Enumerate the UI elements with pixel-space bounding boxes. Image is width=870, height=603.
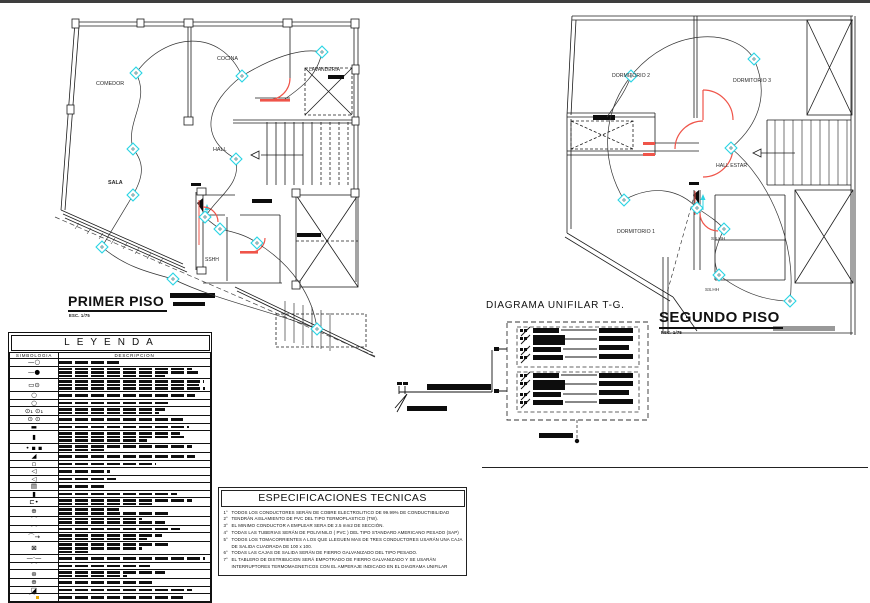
legend-description [59,533,211,542]
spec-number: 2° [223,516,228,522]
legend-description-bar [59,368,192,371]
legend-description [59,498,211,507]
legend-row [10,579,211,587]
legend-symbol: ▤ [10,483,59,491]
spec-line [224,550,463,557]
legend-symbol: ⌒ [10,562,59,570]
specifications-title: ESPECIFICACIONES TECNICAS [221,490,465,507]
legend-description-bar [59,455,195,458]
legend-symbol: ⊏• [10,498,59,507]
room-label-lavanderia: LAVANDERIA [309,67,340,73]
spec-number: 1° [223,509,228,515]
legend-symbol: ⊕ [10,579,59,587]
legend-description [59,399,211,407]
legend-description-bar [59,436,186,439]
legend-description-bar [59,470,110,473]
legend-row [10,468,211,476]
legend-row [10,570,211,579]
ceiling-lamp-symbol [748,53,760,65]
legend-description [59,490,211,498]
legend-description-bar [59,426,189,429]
sheet-top-border [0,0,870,3]
legend-description-bar [59,534,162,537]
legend-symbol-accent [36,596,39,599]
legend-description-bar [59,508,119,511]
legend-symbol: ⌒ [10,516,59,525]
second-floor-scale: ESC. 1/75 [661,330,682,335]
legend-symbol: ⊠ [10,542,59,555]
legend-description-bar [59,449,104,452]
legend-symbol: ◁ [10,468,59,476]
legend-row [10,594,211,602]
legend-symbol: ⊙₁ ⊙₁ [10,407,59,416]
legend-description-bar [59,387,205,390]
legend-description-bar [59,581,153,584]
legend-symbol: ▬ [10,423,59,431]
legend-row [10,423,211,431]
legend-description-bar [59,439,147,442]
legend-description [59,594,211,602]
legend-symbol: ◁ [10,475,59,483]
legend-description [59,460,211,468]
ceiling-lamp-symbol [96,241,108,253]
legend-description-bar [59,528,180,531]
spec-number: 3° [223,523,228,529]
room-label-hall-estar: HALL ESTAR [716,163,748,169]
legend-col-descripcion: DESCRIPCION [59,353,211,359]
legend-description-bar [59,485,104,488]
specifications-list [221,507,465,574]
unifilar-feeder-labels [397,347,499,411]
legend-symbol: ○ [10,399,59,407]
second-floor-doors [643,90,733,231]
legend-title: LEYENDA [11,335,210,351]
second-floor-title: SEGUNDO PISO [659,310,783,329]
legend-description-bar [59,394,195,397]
legend-description-bar [59,478,116,481]
legend-description [59,483,211,491]
legend-description [59,392,211,400]
legend-row [10,542,211,555]
legend-description-bar [59,521,165,524]
room-label-sala: SALA [108,180,123,186]
ceiling-lamp-symbol [127,189,139,201]
room-label-sshh-1: SS.HH [711,236,726,241]
legend-description-bar [59,408,165,411]
legend-row [10,498,211,507]
legend-description [59,525,211,533]
ceiling-lamp-symbol [784,295,796,307]
legend-row [10,533,211,542]
legend-row [10,460,211,468]
legend-description-bar [59,518,142,521]
spec-text: TENDRÁN AISLAMIENTO DE PVC DEL TIPO TERMOPLASTICO (TW). [231,516,379,522]
legend-description [59,555,211,563]
legend-row [10,431,211,444]
legend-description [59,444,211,453]
legend-row [10,586,211,594]
ceiling-lamp-symbol [127,143,139,155]
unifilar-feeder [395,349,507,412]
ceiling-lamp-symbol [236,70,248,82]
room-label-cocina: COCINA [217,56,238,62]
legend-description-bar [59,571,165,574]
legend-symbol: ▮ [10,490,59,498]
legend-description-bar [59,543,168,546]
room-label-dormitorio1: DORMITORIO 1 [617,229,655,235]
legend-row [10,453,211,461]
legend-symbol: —○ [10,359,59,367]
legend-description-bar [59,463,156,466]
legend-symbol: ⊙ ⊙ [10,416,59,424]
legend-col-simbologia: SIMBOLOGIA [10,353,59,359]
legend-row [10,516,211,525]
legend-symbol: ⌒→ [10,533,59,542]
legend-description [59,416,211,424]
legend-description-bar [59,418,183,421]
legend-description-bar [59,575,127,578]
spec-text: TODOS LOS CONDUCTORES SERÁN DE COBRE ELECTROLITICO DE 99.99% DE CONDUCTIBILIDAD [231,509,450,515]
first-floor-title: PRIMER PISO [68,294,167,312]
legend-description [59,453,211,461]
legend-description-bar [59,547,142,550]
legend-description-bar [59,565,150,568]
legend-symbol: ⌒ [10,594,59,602]
legend-description-bar [59,512,168,515]
legend-symbol: ◪ [10,586,59,594]
legend-description-bar [59,557,205,560]
spec-line [224,537,463,551]
unifilar-ground [539,420,579,443]
room-label-comedor: COMEDOR [96,81,125,87]
legend-symbol: ◢ [10,453,59,461]
spec-number: 7° [223,557,228,563]
spec-text: EL MINIMO CONDUCTOR A EMPLEAR SERA DE 2.5 mm2 DE SECCIÓN. [231,523,384,529]
legend-description-bar [59,589,192,592]
legend-description-bar [59,445,192,448]
legend-description [59,407,211,416]
legend-description-bar [59,375,165,378]
legend-description-bar [59,432,180,435]
legend-row [10,475,211,483]
legend-symbol: • ▪ ▪ [10,444,59,453]
first-floor-shafts [276,68,366,347]
legend-symbol: ⊛ [10,570,59,579]
legend-description-bar [59,371,198,374]
spec-number: 4° [223,529,228,535]
first-floor-scale: ESC. 1/75 [69,313,90,318]
legend-description-bar [59,551,89,554]
room-label-dormitorio3: DORMITORIO 3 [733,78,771,84]
legend-description-bar [59,380,204,383]
legend-description-bar [59,384,199,387]
legend-description-bar [59,538,147,541]
unifilar-breaker-rows [520,327,633,408]
legend-row [10,444,211,453]
legend-description [59,423,211,431]
room-label-sshh: SSHH [205,257,219,263]
legend-symbol: ▫ [10,460,59,468]
legend-table [8,332,212,603]
legend-symbol: ⊕ [10,507,59,516]
legend-row [10,562,211,570]
legend-symbol: ▭⊙ [10,379,59,392]
ceiling-lamp-symbol [316,46,328,58]
legend-row [10,359,211,367]
spec-text: EL TABLERO DE DISTRIBUCION SERÁ EMPOTRADO DE FIERRO GALVANIZADO Y SE USARÁN INTERRUPTORES TERMOMAGNETICOS CON EL AMPERAJE INDICADO EN EL DIAGRAMA UNIFILAR [231,557,448,570]
spec-line [224,516,463,523]
spec-text: TODAS LAS CAJAS DE SALIDA SERÁN DE FIERRO GALVANIZADO DEL TIPO PESADO. [231,550,418,556]
spec-line [224,510,463,517]
room-label-sshh-2: SS.HH [705,287,720,292]
legend-description-bar [59,596,183,599]
legend-row [10,416,211,424]
spec-line [224,557,463,571]
legend-row [10,490,211,498]
room-label-dormitorio2: DORMITORIO 2 [612,73,650,79]
legend-description-bar [59,499,192,502]
ceiling-lamp-symbol [725,142,737,154]
legend-row [10,525,211,533]
legend-row [10,379,211,392]
legend-symbol: ○ [10,392,59,400]
legend-description [59,570,211,579]
legend-symbol: ▮ [10,431,59,444]
legend-description-bar [59,402,171,405]
legend-description [59,516,211,525]
legend-description [59,562,211,570]
specifications-box [218,487,467,576]
ceiling-lamp-symbol [130,67,142,79]
ceiling-lamp-symbol [618,194,630,206]
legend-description-bar [59,412,159,415]
legend-row [10,483,211,491]
legend-description-bar [59,503,153,506]
unifilar-diagram-title: DIAGRAMA UNIFILAR T-G. [486,300,625,311]
second-floor-lamps [618,53,796,307]
legend-row [10,392,211,400]
ceiling-lamp-symbol [214,223,226,235]
spec-line [224,530,463,537]
first-floor-columns [67,19,359,289]
spec-text: TODAS LAS TUBERIAS SERÁN DE POLIVINILO ( PVC ) DEL TIPO STANDARD AMERICANO PESADO (SAP) [231,529,459,535]
unifilar-diagram [393,316,655,456]
legend-description [59,579,211,587]
legend-description [59,366,211,379]
legend-description [59,586,211,594]
legend-row [10,366,211,379]
spec-number: 6° [223,550,228,556]
ceiling-lamp-symbol [230,153,242,165]
legend-description [59,507,211,516]
legend-description-bar [59,493,177,496]
separator-line [482,467,868,468]
first-floor-annotation-bars [170,75,344,306]
legend-row [10,507,211,516]
ceiling-lamp-symbol [167,273,179,285]
legend-description [59,542,211,555]
legend-description-bar [59,361,119,364]
legend-row [10,399,211,407]
legend-description [59,475,211,483]
second-floor-plan [555,5,870,340]
legend-row [10,555,211,563]
room-label-hall: HALL [213,147,227,153]
spec-text: TODOS LOS TOMACORRIENTES A LOS QUE LLEGUEN MAS DE TRES CONDUCTORES USARÁN UNA CAJA DE SALIDA CUADRADA DE 100 x 100. [231,536,463,549]
legend-symbol: —● [10,366,59,379]
legend-description [59,379,211,392]
legend-description [59,359,211,367]
legend-description [59,468,211,476]
legend-description [59,431,211,444]
spec-number: 5° [223,536,228,542]
legend-symbol: ⌒ [10,525,59,533]
legend-symbol: —·— [10,555,59,563]
spec-line [224,523,463,530]
